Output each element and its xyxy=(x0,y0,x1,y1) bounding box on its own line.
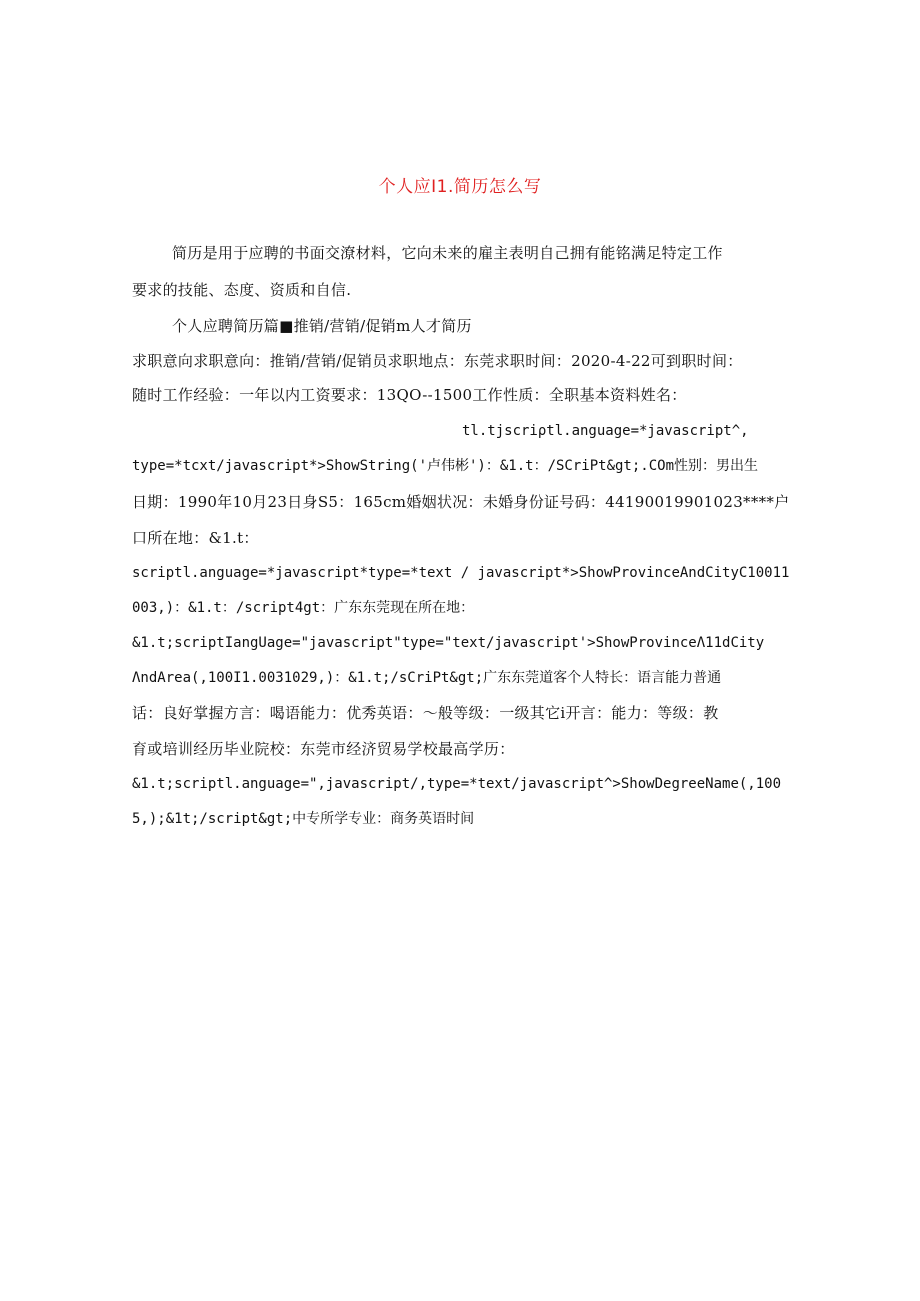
paragraph-line: 话：良好掌握方言：喝语能力：优秀英语：〜般等级：一级其它i开言：能力：等级：教 xyxy=(132,704,719,722)
code-line: scriptl.anguage=*javascript*type=*text / javascript*>ShowProvinceAndCityC10011 xyxy=(132,565,790,581)
paragraph-line: 简历是用于应聘的书面交潦材料，它向未来的雇主表明自己拥有能铭满足特定工作 xyxy=(172,244,723,262)
paragraph-line: 随时工作经验：一年以内工资要求：13QO--1500工作性质：全职基本资料姓名： xyxy=(132,386,687,404)
document-title: 个人应I1.简历怎么写 xyxy=(378,177,542,197)
paragraph-line: 求职意向求职意向：推销/营销/促销员求职地点：东莞求职时间：2020-4-22可到职时间： xyxy=(132,352,743,370)
code-line: ΛndArea(,100I1.0031029,)：&1.t;/sCriPt&gt;广东东莞道客个人特长：语言能力普通 xyxy=(132,670,722,686)
code-line: 003,)：&1.t：/script4gt：广东东莞现在所在地： xyxy=(132,600,475,616)
code-line: 5,);&1t;/script&gt;中专所学专业：商务英语时间 xyxy=(132,811,475,827)
section-heading: 个人应聘简历篇■推销/营销/促销m人才简历 xyxy=(172,317,472,335)
code-line: &1.t;scriptl.anguage=",javascript/,type=*text/javascript^>ShowDegreeName(,100 xyxy=(132,776,782,792)
code-line: tl.tjscriρtl.anguage=*javascript^, xyxy=(462,423,749,439)
paragraph-line: 日期：1990年10月23日身S5：165cm婚姻状况：未婚身份证号码：44190019901023****户 xyxy=(132,493,790,511)
paragraph-line: 要求的技能、态度、资质和自信. xyxy=(132,281,352,299)
code-line: &1.t;scriptIangUage="javascript"type="text/javascript'>ShowProvinceΛ11dCity xyxy=(132,635,765,651)
code-line: type=*tcxt/javascript*>ShowString('卢伟彬')：&1.t：/SCriPt&gt;.COm性别：男出生 xyxy=(132,458,759,474)
paragraph-line: 口所在地：&1.t： xyxy=(132,529,259,547)
paragraph-line: 育或培训经历毕业院校：东莞市经济贸易学校最高学历： xyxy=(132,740,515,758)
